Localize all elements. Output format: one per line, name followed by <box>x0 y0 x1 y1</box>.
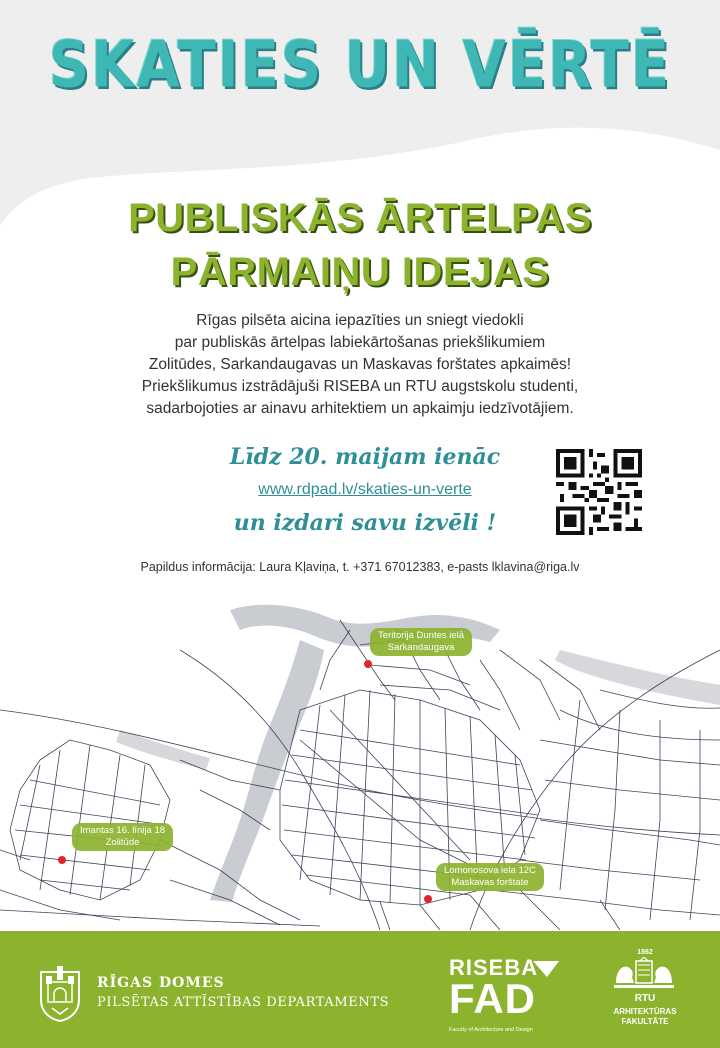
fad-wordmark: FAD <box>449 975 536 1022</box>
title-line-2: PĀRMAIŅU IDEJAS <box>170 250 550 294</box>
fad-subtitle: Faculty of Architecture and Design <box>449 1027 533 1033</box>
map-label-line: Lomonosova iela 12C <box>444 865 536 876</box>
rtu-year: 1862 <box>637 949 653 956</box>
riseba-wordmark: RISEBA <box>449 955 539 980</box>
map-label-line: Teritorija Duntes ielā <box>378 630 465 641</box>
qr-code-icon[interactable] <box>556 449 642 535</box>
map-label-line: Maskavas forštate <box>451 877 529 888</box>
map-label-line: Sarkandaugava <box>387 642 455 653</box>
map-label-line: Imantas 16. līnija 18 <box>80 825 166 836</box>
rtu-lions-emblem-icon <box>612 957 676 991</box>
contact-info: Papildus informācija: Laura Kļaviņa, t. +371 67012383, e-pasts lklavina@riga.lv <box>140 560 580 574</box>
map-label-sarkandaugava <box>370 628 472 656</box>
title-line-1: PUBLISKĀS ĀRTELPAS <box>128 196 592 240</box>
headline: SKATIES UN VĒRTĒ <box>48 28 672 103</box>
website-link[interactable]: www.rdpad.lv/skaties-un-verte <box>258 481 472 498</box>
cta-deadline: Līdz 20. maijam ienāc <box>229 444 501 470</box>
intro-line: par publiskās ārtelpas labiekārtošanas priekšlikumiem <box>174 334 546 351</box>
intro-line: sadarbojoties ar ainavu arhitektiem un apkaimju iedzīvotājiem. <box>146 400 574 417</box>
riga-coat-of-arms-icon <box>38 964 82 1022</box>
org-name-line-1: RĪGAS DOMES <box>97 975 225 991</box>
map-label-zolitude <box>72 823 173 851</box>
footer <box>0 931 720 1048</box>
org-name <box>97 975 389 1010</box>
rtu-faculty-line-1: ARHITEKTŪRAS <box>613 1007 677 1016</box>
cta-choose: un izdari savu izvēli ! <box>233 510 497 536</box>
rtu-faculty <box>600 1007 690 1027</box>
city-map <box>0 590 720 930</box>
riseba-fad-logo <box>447 955 567 1045</box>
intro-text <box>60 310 660 420</box>
riseba-flag-icon <box>533 959 559 979</box>
intro-line: Rīgas pilsēta aicina iepazīties un sniegt viedokli <box>196 312 524 329</box>
map-label-maskavas <box>436 863 544 891</box>
org-name-line-2: PILSĒTAS ATTĪSTĪBAS DEPARTAMENTS <box>97 995 390 1010</box>
intro-line: Priekšlikumus izstrādājuši RISEBA un RTU augstskolu studenti, <box>141 378 579 395</box>
intro-line: Zolitūdes, Sarkandaugavas un Maskavas forštates apkaimēs! <box>148 356 572 373</box>
rtu-name: RTU <box>634 993 656 1004</box>
rtu-faculty-line-2: FAKULTĀTE <box>621 1017 669 1026</box>
map-label-line: Zolitūde <box>105 837 140 848</box>
rtu-logo <box>600 949 690 1045</box>
